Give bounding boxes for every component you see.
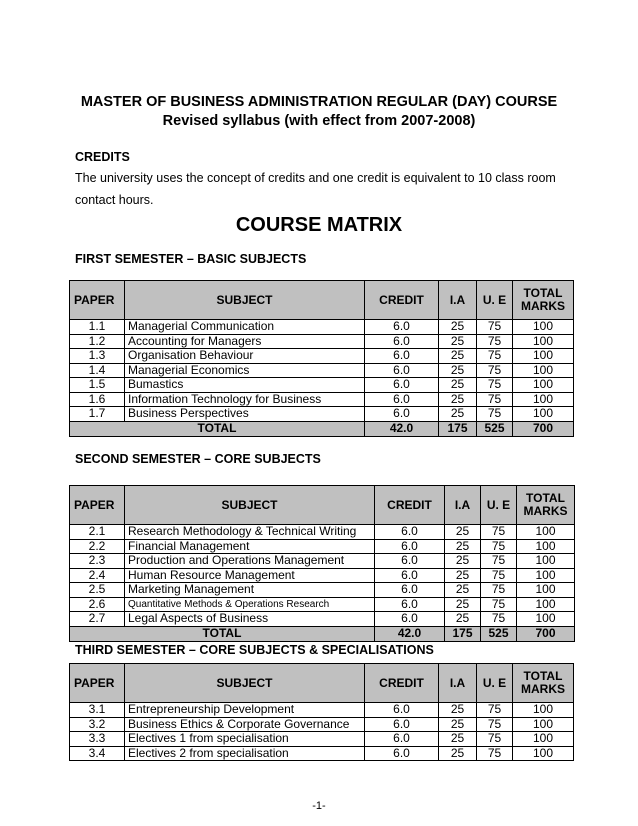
sem2-total-row	[70, 626, 575, 641]
ia-marks: 25	[439, 407, 477, 422]
sem3-table	[69, 663, 574, 761]
total-marks: 100	[513, 392, 574, 407]
credit-value: 6.0	[365, 320, 439, 335]
total-marks: 100	[517, 525, 575, 540]
col-credit: CREDIT	[365, 664, 439, 703]
paper-number: 3.4	[70, 746, 125, 761]
subject-name: Entrepreneurship Development	[125, 703, 365, 718]
credit-value: 6.0	[375, 583, 445, 598]
ue-marks: 75	[477, 363, 513, 378]
credit-value: 6.0	[375, 612, 445, 627]
table-row	[70, 349, 574, 364]
paper-number: 1.3	[70, 349, 125, 364]
table-row	[70, 568, 575, 583]
total-marks: 100	[513, 407, 574, 422]
col-ia: I.A	[439, 281, 477, 320]
sem2-header-row	[70, 486, 575, 525]
paper-number: 2.6	[70, 597, 125, 612]
page-title: MASTER OF BUSINESS ADMINISTRATION REGULAR (DAY) COURSE	[80, 94, 558, 110]
col-paper: PAPER	[70, 664, 125, 703]
table-row	[70, 392, 574, 407]
total-marks: 100	[513, 746, 574, 761]
subject-name: Organisation Behaviour	[125, 349, 365, 364]
table-row	[70, 732, 574, 747]
paper-number: 2.7	[70, 612, 125, 627]
ia-marks: 25	[439, 717, 477, 732]
credit-value: 6.0	[365, 407, 439, 422]
col-total-line2: MARKS	[521, 299, 565, 313]
col-subject: SUBJECT	[125, 486, 375, 525]
total-credit: 42.0	[365, 421, 439, 436]
total-marks: 100	[517, 554, 575, 569]
total-marks: 100	[513, 334, 574, 349]
sem1-total-row	[70, 421, 574, 436]
ue-marks: 75	[477, 392, 513, 407]
sem3-heading: THIRD SEMESTER – CORE SUBJECTS & SPECIALISATIONS	[75, 643, 434, 657]
ia-marks: 25	[445, 554, 481, 569]
ia-marks: 25	[439, 378, 477, 393]
ue-marks: 75	[477, 320, 513, 335]
table-row	[70, 554, 575, 569]
page-number: -1-	[312, 800, 326, 812]
total-marks: 100	[517, 612, 575, 627]
credit-value: 6.0	[375, 597, 445, 612]
col-credit: CREDIT	[365, 281, 439, 320]
table-row	[70, 597, 575, 612]
credit-value: 6.0	[365, 392, 439, 407]
sem2-table	[69, 485, 575, 642]
credit-value: 6.0	[365, 349, 439, 364]
ia-marks: 25	[439, 334, 477, 349]
col-total-line2: MARKS	[523, 504, 568, 518]
col-paper: PAPER	[70, 281, 125, 320]
table-row	[70, 378, 574, 393]
subject-name: Managerial Economics	[125, 363, 365, 378]
ia-marks: 25	[439, 746, 477, 761]
table-row	[70, 334, 574, 349]
sem2-heading: SECOND SEMESTER – CORE SUBJECTS	[75, 452, 321, 466]
ue-marks: 75	[477, 349, 513, 364]
ia-marks: 25	[439, 349, 477, 364]
total-ia: 175	[439, 421, 477, 436]
ue-marks: 75	[481, 597, 517, 612]
credit-value: 6.0	[365, 717, 439, 732]
total-marks: 100	[513, 378, 574, 393]
table-row	[70, 539, 575, 554]
col-total-line1: TOTAL	[523, 669, 563, 683]
paper-number: 3.3	[70, 732, 125, 747]
credit-value: 6.0	[375, 525, 445, 540]
total-ue: 525	[481, 626, 517, 641]
subject-name: Research Methodology & Technical Writing	[125, 525, 375, 540]
total-marks: 100	[513, 363, 574, 378]
total-credit: 42.0	[375, 626, 445, 641]
ue-marks: 75	[477, 407, 513, 422]
col-total-line1: TOTAL	[523, 286, 563, 300]
subject-name: Marketing Management	[125, 583, 375, 598]
table-row	[70, 612, 575, 627]
col-subject: SUBJECT	[125, 281, 365, 320]
course-matrix-title: COURSE MATRIX	[235, 214, 403, 236]
ia-marks: 25	[445, 539, 481, 554]
table-row	[70, 407, 574, 422]
credit-value: 6.0	[375, 539, 445, 554]
subject-name: Bumastics	[125, 378, 365, 393]
paper-number: 2.4	[70, 568, 125, 583]
subject-name: Accounting for Managers	[125, 334, 365, 349]
col-total-marks	[517, 486, 575, 525]
credit-value: 6.0	[365, 703, 439, 718]
total-marks: 100	[513, 703, 574, 718]
subject-name: Electives 2 from specialisation	[125, 746, 365, 761]
ue-marks: 75	[477, 732, 513, 747]
ia-marks: 25	[439, 363, 477, 378]
total-marks: 100	[513, 717, 574, 732]
ue-marks: 75	[481, 583, 517, 598]
col-credit: CREDIT	[375, 486, 445, 525]
paper-number: 2.3	[70, 554, 125, 569]
total-marks: 700	[513, 421, 574, 436]
paper-number: 1.7	[70, 407, 125, 422]
credits-line-2: contact hours.	[75, 193, 154, 207]
total-marks: 100	[513, 349, 574, 364]
ia-marks: 25	[445, 583, 481, 598]
ia-marks: 25	[439, 732, 477, 747]
ue-marks: 75	[477, 378, 513, 393]
col-ue: U. E	[477, 664, 513, 703]
ia-marks: 25	[445, 525, 481, 540]
table-row	[70, 746, 574, 761]
page-subtitle: Revised syllabus (with effect from 2007-2008)	[162, 113, 476, 129]
ia-marks: 25	[445, 612, 481, 627]
col-total-marks	[513, 281, 574, 320]
sem1-table	[69, 280, 574, 437]
total-ia: 175	[445, 626, 481, 641]
ia-marks: 25	[439, 703, 477, 718]
total-marks: 100	[517, 597, 575, 612]
credits-label: CREDITS	[75, 150, 130, 164]
ue-marks: 75	[477, 717, 513, 732]
paper-number: 1.4	[70, 363, 125, 378]
ue-marks: 75	[481, 568, 517, 583]
subject-name: Production and Operations Management	[125, 554, 375, 569]
subject-name: Business Perspectives	[125, 407, 365, 422]
table-row	[70, 363, 574, 378]
total-marks: 100	[513, 732, 574, 747]
subject-name: Quantitative Methods & Operations Research	[125, 597, 375, 612]
col-ue: U. E	[477, 281, 513, 320]
credit-value: 6.0	[365, 732, 439, 747]
paper-number: 2.5	[70, 583, 125, 598]
ue-marks: 75	[481, 525, 517, 540]
paper-number: 2.2	[70, 539, 125, 554]
col-subject: SUBJECT	[125, 664, 365, 703]
ue-marks: 75	[481, 554, 517, 569]
table-row	[70, 703, 574, 718]
subject-name: Business Ethics & Corporate Governance	[125, 717, 365, 732]
sem1-heading: FIRST SEMESTER – BASIC SUBJECTS	[75, 252, 307, 266]
total-label: TOTAL	[70, 421, 365, 436]
total-marks: 100	[517, 568, 575, 583]
subject-name: Managerial Communication	[125, 320, 365, 335]
col-total-line2: MARKS	[521, 682, 565, 696]
paper-number: 3.2	[70, 717, 125, 732]
ia-marks: 25	[445, 597, 481, 612]
table-row	[70, 320, 574, 335]
ue-marks: 75	[481, 612, 517, 627]
sem3-header-row	[70, 664, 574, 703]
credit-value: 6.0	[375, 554, 445, 569]
subject-name: Information Technology for Business	[125, 392, 365, 407]
credit-value: 6.0	[365, 378, 439, 393]
col-ue: U. E	[481, 486, 517, 525]
table-row	[70, 717, 574, 732]
subject-name: Human Resource Management	[125, 568, 375, 583]
subject-name: Electives 1 from specialisation	[125, 732, 365, 747]
total-ue: 525	[477, 421, 513, 436]
total-marks: 100	[513, 320, 574, 335]
credits-line-1: The university uses the concept of credits and one credit is equivalent to 10 class room	[75, 171, 556, 185]
subject-name: Financial Management	[125, 539, 375, 554]
total-marks: 100	[517, 539, 575, 554]
ue-marks: 75	[481, 539, 517, 554]
total-marks: 100	[517, 583, 575, 598]
ia-marks: 25	[445, 568, 481, 583]
ue-marks: 75	[477, 703, 513, 718]
paper-number: 1.1	[70, 320, 125, 335]
credit-value: 6.0	[365, 746, 439, 761]
col-total-line1: TOTAL	[526, 491, 565, 505]
total-label: TOTAL	[70, 626, 375, 641]
ue-marks: 75	[477, 334, 513, 349]
table-row	[70, 583, 575, 598]
paper-number: 1.2	[70, 334, 125, 349]
col-paper: PAPER	[70, 486, 125, 525]
paper-number: 1.5	[70, 378, 125, 393]
ue-marks: 75	[477, 746, 513, 761]
total-marks: 700	[517, 626, 575, 641]
credit-value: 6.0	[365, 363, 439, 378]
paper-number: 2.1	[70, 525, 125, 540]
paper-number: 1.6	[70, 392, 125, 407]
ia-marks: 25	[439, 392, 477, 407]
paper-number: 3.1	[70, 703, 125, 718]
col-total-marks	[513, 664, 574, 703]
col-ia: I.A	[439, 664, 477, 703]
credit-value: 6.0	[375, 568, 445, 583]
ia-marks: 25	[439, 320, 477, 335]
sem1-header-row	[70, 281, 574, 320]
credit-value: 6.0	[365, 334, 439, 349]
table-row	[70, 525, 575, 540]
subject-name: Legal Aspects of Business	[125, 612, 375, 627]
col-ia: I.A	[445, 486, 481, 525]
